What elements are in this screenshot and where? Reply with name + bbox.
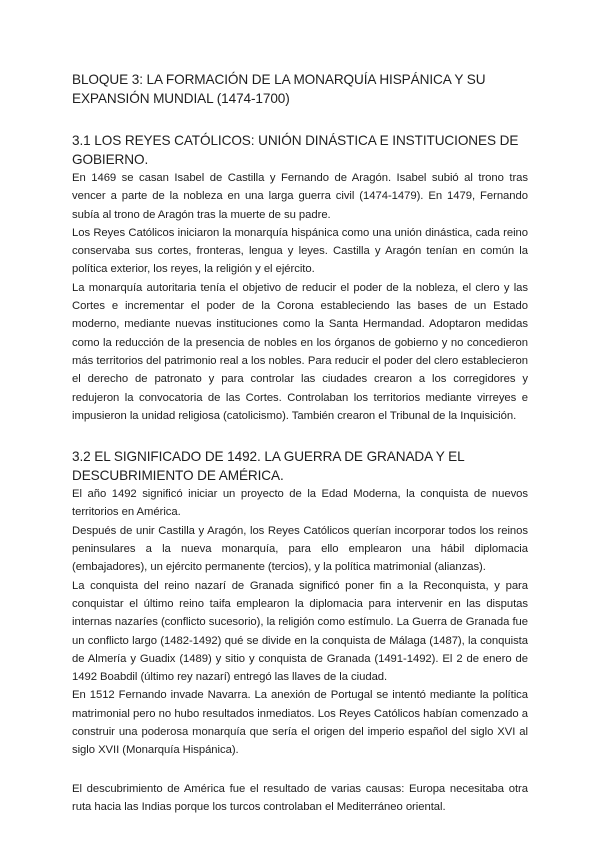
- document-title: BLOQUE 3: LA FORMACIÓN DE LA MONARQUÍA HISPÁNICA Y SU EXPANSIÓN MUNDIAL (1474-1700): [72, 72, 486, 106]
- paragraph: En 1469 se casan Isabel de Castilla y Fernando de Aragón. Isabel subió al trono tras vencer a parte de la nobleza en una larga guerra civil (1474-1479). En 1479, Fernando subía al trono de Aragón tras la muerte de su padre.: [72, 172, 528, 221]
- section-1492: [72, 447, 528, 816]
- section-reyes-catolicos: [72, 131, 528, 425]
- section-spacer: [72, 425, 528, 447]
- paragraph-spacer: [72, 760, 528, 780]
- paragraph: La conquista del reino nazarí de Granada significó poner fin a la Reconquista, y para conquistar el último reino taifa emplearon la diplomacia para intervenir en las disputas internas nazaríes (conflicto sucesorio), la religión como estímulo. La Guerra de Granada fue un conflicto largo (1482-1492) qué se divide en la conquista de Málaga (1487), la conquista de Almería y Guadix (1489) y sitio y conquista de Granada (1491-1492). El 2 de enero de 1492 Boabdil (último rey nazarí) entregó las llaves de la ciudad.: [72, 579, 528, 684]
- paragraph: El descubrimiento de América fue el resultado de varias causas: Europa necesitaba otra ruta hacia las Indias porque los turcos controlaban el Mediterráneo oriental.: [72, 782, 528, 813]
- section-heading: 3.1 LOS REYES CATÓLICOS: UNIÓN DINÁSTICA E INSTITUCIONES DE GOBIERNO.: [72, 133, 519, 167]
- paragraph: Los Reyes Católicos iniciaron la monarquía hispánica como una unión dinástica, cada reino conservaba sus cortes, fronteras, lengua y leyes. Castilla y Aragón tenían en común la política exterior, los reyes, la religión y el ejército.: [72, 226, 528, 276]
- paragraph: La monarquía autoritaria tenía el objetivo de reducir el poder de la nobleza, el clero y las Cortes e incrementar el poder de la Corona estableciendo las bases de un Estado moderno, mediante nuevas instituciones como la Santa Hermandad. Adoptaron medidas como la reducción de la presencia de nobles en los órganos de gobierno y no concedieron más territorios del patrimonio real a los nobles. Para reducir el poder del clero establecieron el derecho de patronato y para controlar las ciudades crearon a los corregidores y redujeron la convocatoria de las Cortes. Controlaban los territorios mediante virreyes e impusieron la unidad religiosa (catolicismo). También crearon el Tribunal de la Inquisición.: [72, 281, 528, 422]
- section-heading: 3.2 EL SIGNIFICADO DE 1492. LA GUERRA DE GRANADA Y EL DESCUBRIMIENTO DE AMÉRICA.: [72, 449, 465, 484]
- paragraph: En 1512 Fernando invade Navarra. La anexión de Portugal se intentó mediante la política matrimonial pero no hubo resultados inmediatos. Los Reyes Católicos habían comenzado a construir una poderosa monarquía que sería el origen del imperio español del siglo XVI al siglo XVII (Monarquía Hispánica).: [72, 689, 528, 757]
- paragraph: El año 1492 significó iniciar un proyecto de la Edad Moderna, la conquista de nuevos territorios en América.: [72, 488, 528, 519]
- paragraph: Después de unir Castilla y Aragón, los Reyes Católicos querían incorporar todos los reinos peninsulares a la nueva monarquía, para ello emplearon una hábil diplomacia (embajadores), un ejército permanente (tercios), y la política matrimonial (alianzas).: [72, 524, 528, 574]
